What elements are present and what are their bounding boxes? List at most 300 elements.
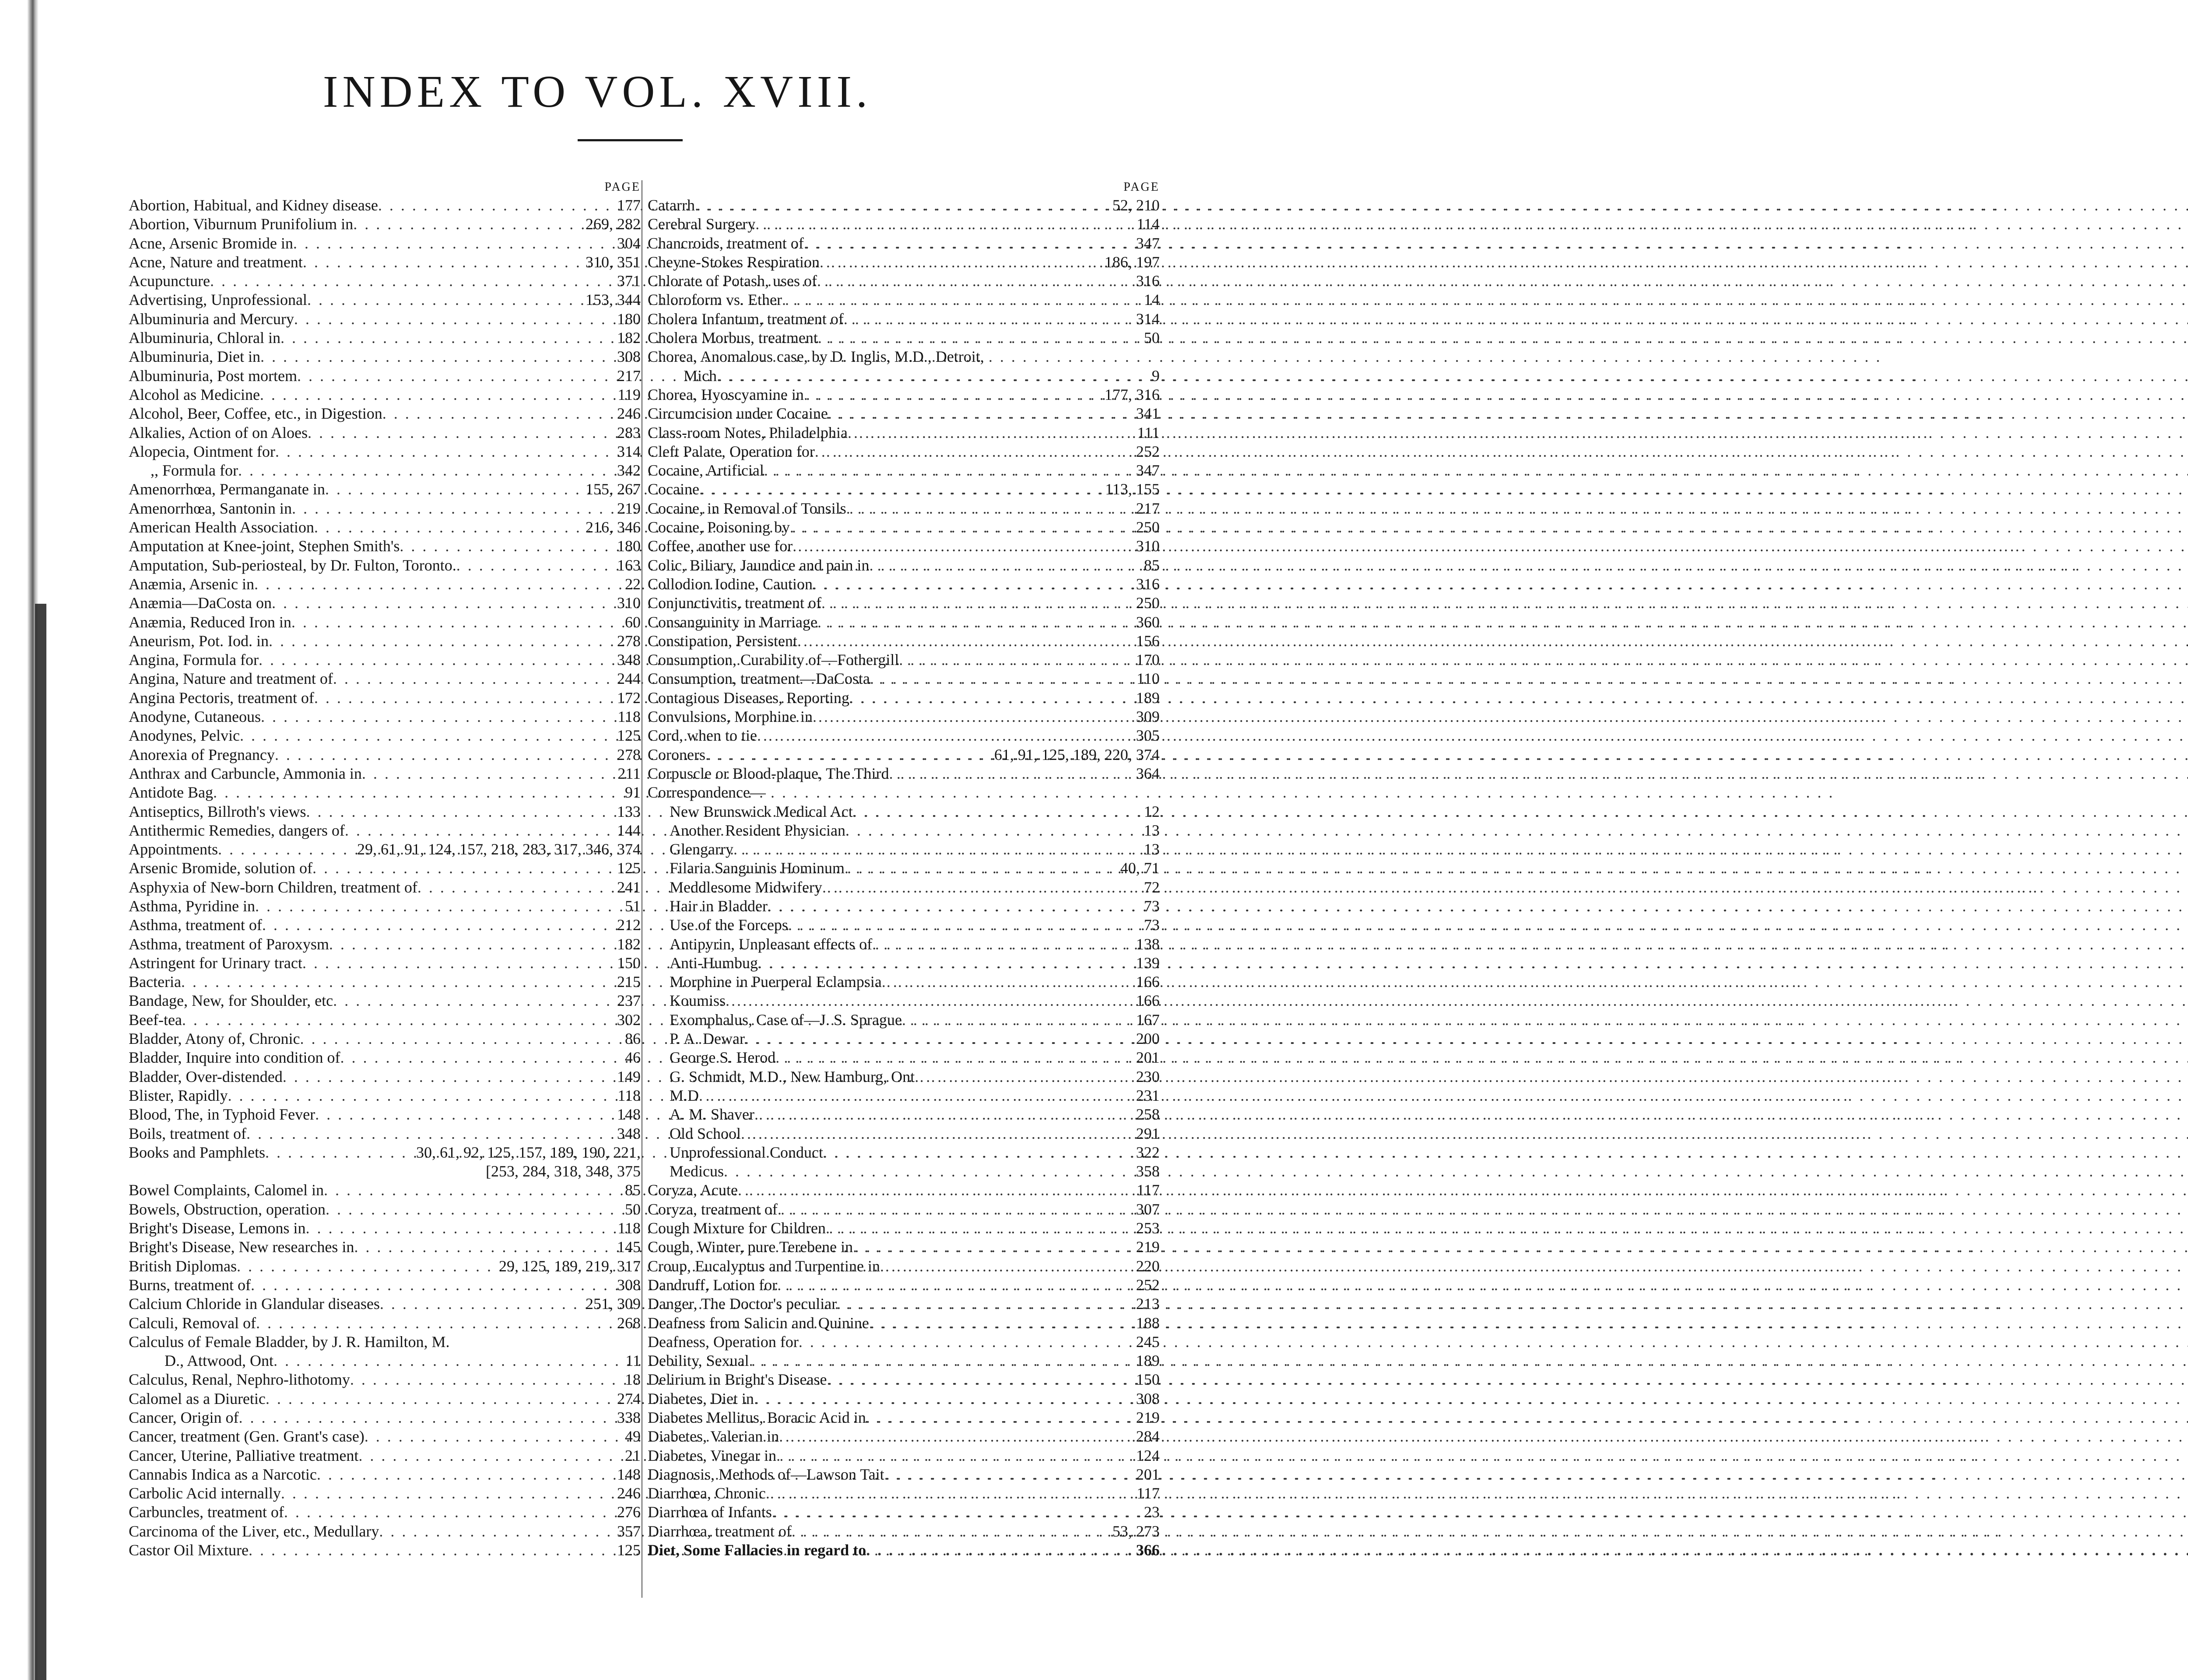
entry-term: A. M. Shaver [670,1106,754,1124]
entry-term: Coffee, another use for [648,537,793,555]
index-entry [648,537,1160,556]
index-entry [129,1143,641,1162]
dot-leader [300,1029,623,1048]
entry-pages: 347 [1136,462,1160,480]
dot-leader [302,954,614,973]
index-entry [129,385,641,404]
entry-term: Cocaine, Poisoning by [648,518,790,536]
entry-term: Anorexia of Pregnancy [129,746,275,763]
entry-pages: 180 [617,537,641,555]
index-entry [648,272,1160,290]
entry-pages: 153, 344 [586,291,641,309]
entry-term: Abortion, Habitual, and Kidney disease [129,196,378,214]
entry-pages: 309 [1136,708,1160,726]
index-entry [129,404,641,423]
index-entry [129,954,641,973]
entry-pages: 245 [1136,1333,1160,1351]
entry-pages: 144 [617,821,641,839]
entry-term: Coryza, Acute [648,1181,738,1199]
dot-leader [889,764,1133,783]
index-entry [129,347,641,366]
index-entry [129,1295,641,1313]
dot-leader [817,613,1133,632]
entry-term: Correspondence— [648,784,766,802]
entry-term: New Brunswick Medical Act [670,802,853,820]
entry-term: Cannabis Indica as a Narcotic [129,1465,317,1483]
entry-term: Cholera Infantum, treatment of [648,310,844,328]
entry-pages: 310, 351 [586,253,641,271]
index-entry [129,783,641,802]
page-column-header: PAGE [1123,180,1160,194]
entry-term: Cholera Morbus, treatment [648,329,818,347]
entry-term: Contagious Diseases, Reporting [648,689,849,707]
entry-term: Amenorrhœa, Permanganate in [129,480,325,498]
dot-leader [695,196,1110,215]
dot-leader [882,973,1133,991]
entry-pages: 163 [617,556,641,574]
dot-leader [775,1048,1133,1067]
entry-pages: 314 [1136,310,1160,328]
entry-term: Bladder, Atony of, Chronic [129,1030,300,1048]
entry-term: Astringent for Urinary tract [129,954,302,972]
dot-leader [181,973,614,991]
dot-leader [256,1314,614,1333]
index-entry [129,726,641,745]
index-entry [648,821,1160,840]
dot-leader [275,442,614,461]
entry-pages: 49 [625,1428,641,1446]
entry-pages: 284 [1136,1428,1160,1446]
index-entry [129,1238,641,1256]
index-column-left [129,178,641,1560]
index-entry [648,385,1160,404]
index-entry [129,1427,641,1446]
entry-term: P. A. Dewar [670,1030,745,1048]
entry-term: Corpuscle or Blood-plaque, The Third [648,764,889,782]
entry-pages: 73 [1144,916,1160,934]
entry-term: Beef-tea [129,1011,182,1029]
dot-leader [240,726,614,745]
entry-term: Albuminuria, Post mortem [129,367,297,385]
dot-leader [269,632,614,651]
index-entry [648,1181,1160,1200]
dot-leader [772,1503,1141,1522]
index-entry [648,954,1160,973]
index-entry [648,1200,1160,1219]
index-entry [648,1143,1160,1162]
entry-pages: 253 [1136,1219,1160,1237]
dot-leader [354,1238,614,1256]
entry-term: Calculus of Female Bladder, by J. R. Hamilton, M. [129,1333,450,1351]
entry-term: Bacteria [129,973,181,991]
dot-leader [792,1522,1110,1541]
index-entry [648,253,1160,272]
index-entry [648,669,1160,688]
entry-pages: 307 [1136,1200,1160,1218]
dot-leader [358,1446,622,1465]
dot-leader [884,1465,1133,1484]
index-entry [129,1465,641,1484]
dot-leader [329,935,614,954]
index-entry [648,651,1160,669]
dot-leader [274,1351,623,1370]
entry-term: Unprofessional Conduct [670,1143,823,1161]
entry-term: Consumption, treatment—DaCosta [648,670,870,688]
dot-leader [362,764,615,783]
entry-term: Advertising, Unprofessional [129,291,307,309]
entry-term: Amputation, Sub-periosteal, by Dr. Fulton, Toronto. [129,556,456,574]
dot-leader [378,196,614,215]
entry-term: Diabetes, Valerian in [648,1428,779,1446]
entry-term: Another Resident Physician [670,821,845,839]
entry-pages: 23 [1144,1503,1160,1521]
index-entry [129,196,641,215]
dot-leader [260,385,615,404]
entry-term: Asthma, treatment of [129,916,262,934]
entry-pages: 215 [617,973,641,991]
entry-term: Consumption, Curability of—Fothergill [648,651,899,669]
entry-pages: 200 [1136,1030,1160,1048]
index-entry [648,1370,1160,1389]
index-entry [129,916,641,934]
dot-leader [315,1105,614,1124]
entry-pages: 186, 197 [1105,253,1160,271]
entry-pages: 46 [625,1049,641,1067]
index-entry [648,1427,1160,1446]
entry-pages: 305 [1136,727,1160,745]
entry-term: Delirium in Bright's Disease [648,1371,827,1389]
dot-leader [821,594,1133,612]
entry-term: Cleft Palate, Operation for [648,442,815,460]
index-entry [648,935,1160,954]
entry-pages: 217 [617,367,641,385]
dot-leader [872,935,1133,954]
entry-pages: 314 [617,442,641,460]
entry-term: Anodyne, Cutaneous [129,708,261,726]
entry-term: Calcium Chloride in Glandular diseases [129,1295,380,1313]
entry-pages: 13 [1144,840,1160,858]
dot-leader [846,499,1133,518]
dot-leader [828,404,1133,423]
entry-term: Cancer, Origin of [129,1409,239,1426]
entry-term: Burns, treatment of [129,1276,251,1294]
index-entry [129,1408,641,1427]
dot-leader [314,689,614,707]
entry-pages: 9 [1152,367,1160,385]
entry-pages: 250 [1136,518,1160,536]
entry-pages: 13 [1144,821,1160,839]
dot-leader [365,1427,622,1446]
dot-leader [849,689,1133,707]
entry-pages: 341 [1136,405,1160,423]
dot-leader [777,1276,1133,1295]
entry-pages: 72 [1144,878,1160,896]
entry-pages: 12 [1144,802,1160,820]
index-entry [129,821,641,840]
entry-term: Alcohol, Beer, Coffee, etc., in Digestion [129,405,382,423]
entry-pages: 251, 309 [586,1295,641,1313]
entry-pages: 150 [1136,1371,1160,1389]
dot-leader [210,272,614,290]
dot-leader [844,310,1133,329]
entry-term: Arsenic Bromide, solution of [129,859,312,877]
dot-leader [717,367,1149,385]
dot-leader [400,537,614,556]
entry-pages: 219 [1136,1238,1160,1256]
dot-leader [724,1162,1133,1181]
entry-pages: 252 [1136,1276,1160,1294]
entry-pages: 201 [1136,1465,1160,1483]
dot-leader [333,669,614,688]
dot-leader [779,1427,1133,1446]
dot-leader [284,1503,614,1522]
entry-term: Consanguinity in Marriage [648,613,817,631]
entry-term: Amenorrhœa, Santonin in [129,499,292,517]
dot-leader [291,613,622,632]
index-entry [129,1200,641,1219]
entry-pages: 166 [1136,992,1160,1010]
entry-pages: 124 [1136,1446,1160,1464]
dot-leader [325,480,583,499]
entry-term: Alcohol as Medicine [129,385,260,403]
index-entry [129,973,641,991]
index-entry [129,669,641,688]
index-entry [648,1219,1160,1238]
index-entry [129,499,641,518]
entry-pages: 29, 61, 91, 124, 157, 218, 283, 317, 346, 374 [357,840,641,858]
index-entry [648,1408,1160,1427]
entry-pages: 118 [617,1219,641,1237]
dot-leader [237,1257,496,1276]
entry-term: Castor Oil Mixture [129,1541,249,1559]
entry-term: Boils, treatment of [129,1124,246,1142]
entry-pages: 213 [1136,1295,1160,1313]
entry-term: Diabetes, Diet in [648,1390,754,1407]
index-entry [129,480,641,499]
entry-pages: 278 [617,632,641,650]
dot-leader [738,1181,1134,1200]
entry-pages: 316 [1136,272,1160,290]
index-entry [129,1333,641,1351]
index-entry [648,1162,1160,1181]
dot-leader [251,1276,614,1295]
entry-term: D., Attwood, Ont [165,1352,274,1370]
entry-pages: 250 [1136,594,1160,612]
entry-term: Albuminuria and Mercury [129,310,294,328]
dot-leader [826,1219,1133,1238]
entry-term: Dandruff, Lotion for [648,1276,778,1294]
entry-pages: 182 [617,935,641,953]
index-entry [648,689,1160,707]
dot-leader [799,1333,1133,1351]
entry-term: Carcinoma of the Liver, etc., Medullary [129,1522,379,1540]
index-entry [648,215,1160,234]
dot-leader [238,1408,614,1427]
index-entry [648,1238,1160,1256]
dot-leader [456,556,614,575]
entry-term: Conjunctivitis, treatment of [648,594,821,612]
index-entry [129,1105,641,1124]
index-entry [648,1048,1160,1067]
index-entry [129,442,641,461]
entry-pages: 360 [1136,613,1160,631]
index-entry [648,310,1160,329]
entry-term: Cerebral Surgery [648,215,756,233]
index-entry [129,461,641,480]
dot-leader [305,1219,615,1238]
entry-term: Chorea, Hyoscyamine in [648,385,804,403]
entry-term: Diet, Some Fallacies in regard to [648,1541,866,1559]
dot-leader [827,1370,1133,1389]
entry-pages: 268 [617,1314,641,1332]
entry-term: Books and Pamphlets [129,1143,265,1161]
entry-pages: 357 [617,1522,641,1540]
dot-leader [259,651,614,669]
dot-leader [899,651,1133,669]
index-entry [129,613,641,632]
entry-pages: 148 [617,1106,641,1124]
title-rule [578,139,683,141]
entry-term: Exomphalus, Case of—J. S. Sprague [670,1011,902,1029]
index-entry [648,1276,1160,1295]
dot-leader [281,329,614,347]
dot-leader [804,234,1133,253]
dot-leader [817,272,1133,290]
index-entry [648,556,1160,575]
entry-pages: 170 [1136,651,1160,669]
index-entry [129,1124,641,1143]
entry-pages: 304 [617,234,641,252]
entry-pages: [253, 284, 318, 348, 375 [486,1162,641,1180]
dot-leader [182,1011,614,1029]
entry-pages: 30, 61, 92, 125, 157, 189, 190, 221, [416,1143,641,1161]
dot-leader [294,310,614,329]
entry-term: Aneurism, Pot. Iod. in [129,632,269,650]
index-entry [648,707,1160,726]
index-entry [648,196,1160,215]
entry-term: Morphine in Puerperal Eclampsia [670,973,882,991]
dot-leader [380,1295,583,1313]
entry-term: Bandage, New, for Shoulder, etc [129,992,333,1010]
index-entry [129,1276,641,1295]
dot-leader [238,461,614,480]
index-entry [129,991,641,1010]
dot-leader [261,707,615,726]
dot-leader [218,840,354,859]
dot-leader [292,499,614,518]
index-entry [648,916,1160,934]
entry-pages: 149 [617,1068,641,1085]
index-entry [648,480,1160,499]
entry-term: Deafness, Operation for [648,1333,799,1351]
dot-leader [340,1048,622,1067]
entry-pages: 118 [617,708,641,726]
entry-term: Bladder, Inquire into condition of [129,1049,340,1067]
dot-leader [699,1086,1133,1105]
dot-leader [705,746,992,764]
entry-pages: 347 [1136,234,1160,252]
entry-term: Colic, Biliary, Jaundice and pain in [648,556,870,574]
entry-term: Asthma, treatment of Paroxysm [129,935,329,953]
index-entry [648,1541,1160,1560]
entry-term: Cancer, Uterine, Palliative treatment [129,1446,359,1464]
entry-pages: 117 [1136,1181,1160,1199]
dot-leader [246,1124,614,1143]
entry-term: Bladder, Over-distended [129,1068,283,1085]
index-entry [129,1390,641,1408]
entry-term: Hair in Bladder [670,897,768,915]
index-entry [129,272,641,290]
entry-term: Calomel as a Diuretic [129,1390,266,1407]
index-entry [129,632,641,651]
index-entry [648,1446,1160,1465]
index-entry [129,878,641,897]
dot-leader [255,897,622,916]
entry-term: M.D [670,1086,699,1104]
entry-term: Cough, Winter, pure Terebene in [648,1238,853,1256]
entry-term: Diarrhœa, Chronic [648,1484,766,1502]
index-entry [648,347,1160,366]
entry-pages: 113, 155 [1105,480,1160,498]
entry-pages: 189 [1136,689,1160,707]
entry-pages: 40, 71 [1120,859,1160,877]
entry-term: Acne, Arsenic Bromide in [129,234,293,252]
dot-leader [818,329,1141,347]
dot-leader [870,669,1134,688]
index-entry [648,1465,1160,1484]
entry-term: Calculus, Renal, Nephro-lithotomy [129,1371,350,1389]
dot-leader [804,385,1102,404]
dot-leader [837,1295,1133,1313]
index-entry [648,1257,1160,1276]
entry-pages: 219 [617,499,641,517]
entry-term: Acupuncture [129,272,210,290]
dot-leader [758,954,1133,973]
index-entry [129,689,641,707]
dot-leader [281,1484,614,1503]
entry-pages: 316 [1136,575,1160,593]
entry-pages: 61, 91, 125, 189, 220, 374 [994,746,1160,763]
dot-leader [792,537,1133,556]
entry-pages: 244 [617,670,641,688]
entry-term: Alkalies, Action of on Aloes [129,424,308,441]
entry-pages: 188 [1136,1314,1160,1332]
entry-pages: 358 [1136,1162,1160,1180]
dot-leader [265,1143,414,1162]
entry-term: Blood, The, in Typhoid Fever [129,1106,316,1124]
entry-pages: 291 [1136,1124,1160,1142]
entry-pages: 145 [617,1238,641,1256]
entry-pages: 85 [625,1181,641,1199]
entry-term: Cough Mixture for Children [648,1219,826,1237]
dot-leader [699,480,1102,499]
index-entry [129,290,641,309]
entry-term: Mich [684,367,717,385]
entry-pages: 52, 210 [1112,196,1160,214]
entry-term: Abortion, Viburnum Prunifolium in [129,215,354,233]
entry-pages: 308 [617,1276,641,1294]
entry-term: Chlorate of Potash, uses of [648,272,817,290]
dot-leader [788,916,1141,934]
index-entry [648,1351,1160,1370]
entry-pages: 276 [617,1503,641,1521]
index-entry [648,594,1160,612]
entry-term: Albuminuria, Diet in [129,348,260,366]
index-entry [648,1314,1160,1333]
dot-leader [755,215,1134,234]
entry-term: Angina Pectoris, treatment of [129,689,314,707]
index-entry [648,290,1160,309]
